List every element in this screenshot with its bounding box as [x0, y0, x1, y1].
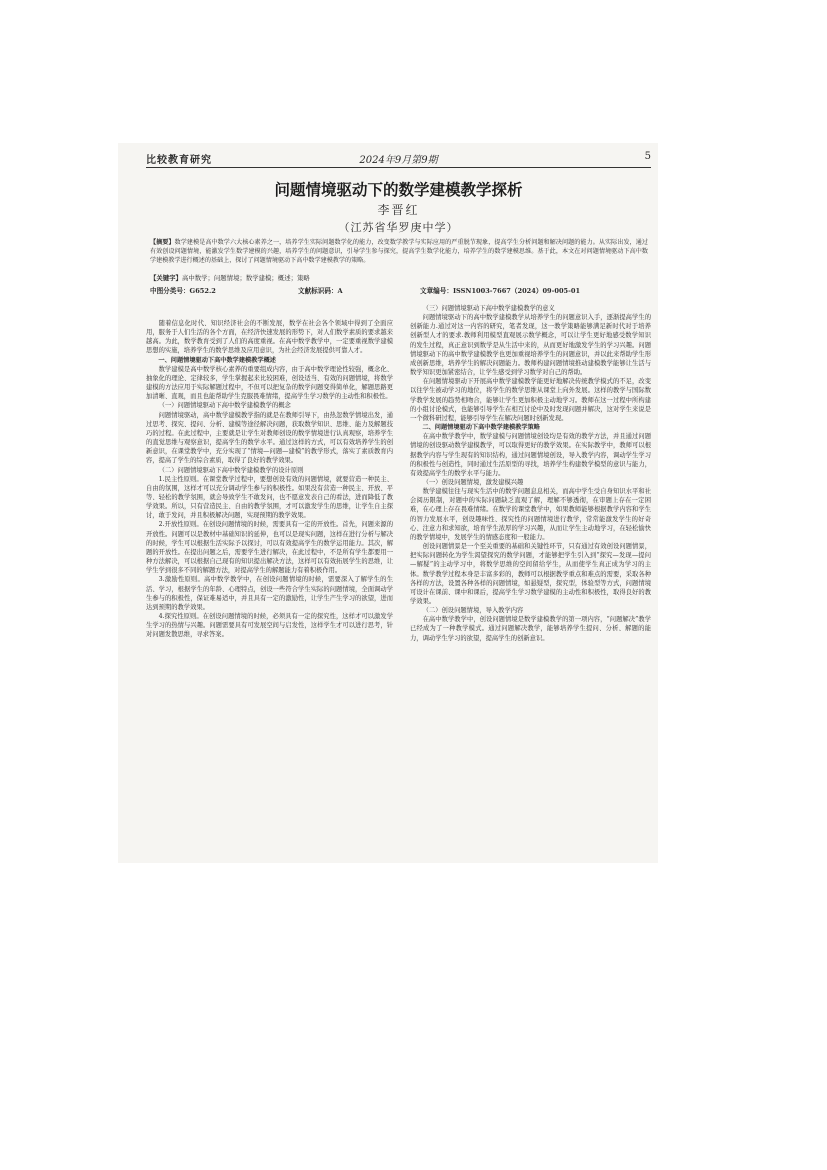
author-affiliation: （江苏省华罗庚中学） [338, 221, 459, 234]
article-title: 问题情境驱动下的数学建模教学探析 [274, 181, 523, 199]
header-rule [146, 167, 651, 168]
classification-line [150, 285, 648, 295]
body-paragraph: 在高中数学教学中，数学建模与问题情境创设均是有效的教学方法，并且通过问题情境的创设驱动数学建模教学，可以取得更好的教学效果。在实际教学中，教师可以根据教学内容与学生现有的知识结构，通过问题情境创设，导入教学内容，调动学生学习的积极性与创造性，同时通过生活原型的寻找，培养学生构建数学模型的意识与能力，有效提高学生的数学水平与能力。 [410, 433, 651, 477]
section-heading: （三）问题情境驱动下高中数学建模教学的意义 [422, 305, 555, 312]
classification-number: 中图分类号：G652.2 [150, 287, 216, 295]
abstract-label: 【摘要】 [150, 239, 175, 246]
keywords-label: 【关键字】 [150, 274, 182, 282]
body-paragraph: 问题情境驱动下的高中数学建模教学从培养学生的问题意识入手，逐渐提高学生的创新能力.通过对这一内容的研究，笔者发现，这一教学策略能够满足新时代对于培养创新型人才的要求.教师利用模型直观展示数学概念，可以让学生更好地感受数学知识的发生过程，真正意识到数学是从生活中来的，从而更好地激发学生的学习兴趣。问题情境驱动下的高中数学建模教学也更加重视培养学生的问题意识，并以此来帮助学生形成创新思维，培养学生的解决问题能力。教师构建问题情境推动建模教学能够让生活与数学知识更加紧密结合，让学生感受到学习数学对自己的帮助。 [410, 314, 651, 377]
issue-date: 2024年9月第9期 [359, 155, 438, 166]
abstract [150, 238, 648, 265]
author-name: 李晋红 [377, 203, 420, 217]
section-heading: 一、问题情境驱动下高中数学建模教学概述 [158, 356, 276, 364]
section-heading: （二）问题情境驱动下高中数学建模教学的设计原则 [158, 466, 304, 474]
body-paragraph: 问题情境驱动，高中数学建模教学指的就是在教师引导下，由热忽数学情境出发，通过思考、探究、提问、分析、建模等途径解决问题，获取数学知识、思维、能力及解题技巧的过程。在此过程中，主要就是让学生对教师创设的数学情境进行认真观察，培养学生的直觉思维与观察意识，提高学生的数学水平。通过这样的方式，可以有效培养学生的创新意识，在课堂教学中，充分实现了“情境—问题—建模”的教学形式，落实了素质教育内容，提高了学生的综合素质，取得了良好的教学效果。 [146, 411, 393, 465]
article-number: 文章编号：ISSN1003-7667（2024）09-005-01 [420, 287, 581, 295]
body-paragraph: 3.激励性原则。高中数学教学中，在创设问题情境的时候，需要深入了解学生的生活、学习，根据学生的年龄、心理特点，创设一些符合学生实际的问题情境，全面调动学生参与的积极性，保证难易适中，并且具有一定的激励性，让学生产生学习的欲望，进而达到预期的教学效果。 [146, 576, 393, 611]
section-heading: （一）创设问题情境，激发建模兴趣 [422, 478, 524, 486]
journal-name: 比较教育研究 [146, 155, 212, 166]
body-paragraph: 创设问题情景是一个至关重要的基础和关键性环节，只有通过有效创设问题情景，把实际问题转化为学生渴望探究的数学问题，才能够把学生引入到“探究—发现—提问—解疑”的主动学习中，将数学思维的空间留给学生，从而使学生真正成为学习的主体。数学教学过程本身是丰富多彩的，教师可以根据教学重点和难点的需要，采取各种各样的方法，设置各种各样的问题情境，如悬疑型，探究型，体验型等方式，问题情境可设计在课前、课中和课后，提高学生学习数学建模的主动性和积极性，取得良好的教学效果。 [410, 543, 651, 605]
right-column [410, 304, 651, 643]
body-paragraph: 数学建模往往与现实生活中的数学问题息息相关，而高中学生受自身知识水平和社会阅历限制，对题中的实际问题缺乏直观了解，理解不够透彻，在审题上存在一定困难，在心理上存在畏难情绪。在数学的课堂教学中，如果教师能够根据教学内容和学生的智力发展水平，创设趣味性、探究性的问题情境进行教学，常常能激发学生的好奇心、注意力和求知欲，培育学生浓厚的学习兴趣，从而让学生主动地学习，在轻松愉快的教学情境中，发展学生的情感态度和一般能力。 [410, 488, 651, 541]
body-paragraph: 4.探究性原则。在创设问题情境的时候，必须具有一定的探究性，这样才可以激发学生学习的热情与兴趣。问题需要具有可发展空间与启发性，这样学生才可以进行思考，针对问题发散思维，寻求答案。 [146, 613, 393, 639]
section-heading: （一）问题情境驱动下高中数学建模教学的概念 [158, 402, 291, 410]
body-paragraph: 在问题情境驱动下开展高中数学建模教学能更好地解决传统教学模式的不足，改变以往学生被动学习的地位，将学生的数学思维从课堂上向外发展。这样的教学与国际数学教学发展的趋势相吻合，能够让学生更加积极主动地学习。教师在这一过程中所构建的小组讨论模式，也能够引导学生在相互讨论中及时发现问题并解决，这对学生来说是一个微科研过程，能够引导学生在解决问题时创新发现。 [410, 378, 651, 422]
body-paragraph: 数学建模是高中数学核心素养的重要组成内容，由于高中数学理论性较强，概念化、抽象化的理论、定律较多，学生掌握起来比较困难，创设适当、有效的问题情境，将数学建模的方法应用于实际解题过程中，不但可以把复杂的数学问题变得简单化，解题思路更加清晰、直观，而且也能帮助学生克服畏难情绪，提高学生学习数学的主动性和积极性。 [146, 365, 393, 401]
body-paragraph: 2.开放性原则。在创设问题情境的时候，需要具有一定的开放性。首先，问题来源的开放性。问题可以是教材中基础知识的延伸，也可以是现实问题，这样在进行分析与解决的时候，学生可以根据生活实际予以探讨，可以有效提高学生的数学运用能力。其次，解题的开放性。在提出问题之后，需要学生进行解决，在此过程中，不是所有学生都要用一种方法解决，可以根据自己现有的知识提出解决方法，这样可以有效拓展学生的思维，让学生学到很多不同的解题方法，对提高学生的解题能力有着积极作用。 [146, 521, 393, 575]
keywords-text: 高中数学；问题情境；数学建模；概述；策略 [181, 274, 310, 282]
left-column [146, 319, 393, 639]
body-paragraph: 随着信息化时代、知识经济社会的不断发展，数学在社会各个领域中得到了全面应用，服务于人们生活的各个方面，在经济快速发展的形势下，对人们数学素质的要求越来越高。为此，数学教育受到了人们的高度重视。在高中数学教学中，一定要重视数学建模思想的实施，培养学生的数学思维及应用意识，为社会经济发展提供可靠人才。 [146, 320, 393, 355]
keywords [150, 274, 648, 283]
body-paragraph: 在高中数学教学中，创设问题情境是数学建模教学的第一项内容，“问题解决”教学已经成为了一种教学模式。通过问题解决教学，能够培养学生提问、分析、解题的能力，调动学生学习的欲望，提高学生的创新意识。 [410, 616, 651, 642]
section-heading: （二）创设问题情境，导入教学内容 [422, 607, 524, 615]
page-number: 5 [644, 151, 651, 162]
document-code: 文献标识码：A [298, 287, 343, 295]
section-heading: 二、问题情境驱动下高中数学建模教学策略 [422, 424, 540, 432]
running-header [146, 151, 651, 167]
body-paragraph: 1.民主性原则。在课堂教学过程中，要想创设有效的问题情境，就要营造一种民主、自由的氛围，这样才可以充分调动学生参与的积极性。如果没有营造一种民主、开放、平等、轻松的教学氛围，就会导致学生不敢发问，也不愿意发表自己的看法，进而降低了教学效果。所以，只有营造民主、自由的教学氛围，才可以激发学生的思维，让学生自主探讨，敢于发问，并且积极解决问题，实现预期的教学效果。 [146, 475, 393, 520]
abstract-text: 数学建模是高中数学六大核心素养之一，培养学生实际问题数学化的能力，改变数学教学与实际应用的严重脱节现象，提高学生分析问题和解决问题的能力。从实际出发，通过有效创设问题情境，能激发学生数学建模的兴趣，培养学生的问题意识，引导学生参与探究，提高学生数学化能力，培养学生的数学建模思维。基于此，本文在对问题情境驱动下高中数学建模教学进行概述的基础上，探讨了问题情境驱动下高中数学建模教学的策略。 [150, 239, 649, 265]
